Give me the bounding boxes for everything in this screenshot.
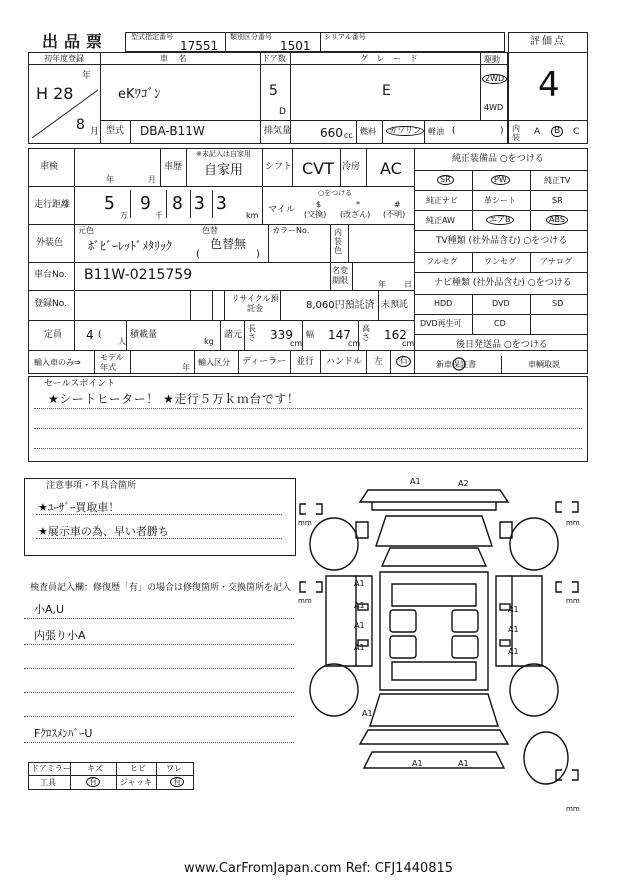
mm-label-1: mm: [298, 519, 312, 527]
chassis-label: 車台No.: [34, 270, 67, 280]
damage-mark-12: A1: [458, 759, 469, 768]
fuel-gasoline: ガソリン: [386, 126, 424, 136]
recycle-label: リサイクル預託金: [231, 294, 279, 313]
notes-label: 注意事項・不具合箇所: [46, 481, 137, 491]
legend-crack: ヒビ: [130, 764, 146, 773]
drive-4wd: 4WD: [484, 103, 504, 112]
handle-label: ハンドル: [326, 357, 363, 367]
later-manual: 車輌取説: [528, 360, 560, 369]
fuel-label: 燃料: [360, 127, 376, 136]
load-label: 積載量: [130, 330, 158, 340]
warranty-circle: [452, 356, 466, 372]
recycle-unpaid: 未預託: [381, 300, 409, 310]
equip-sunroof: SR: [437, 175, 454, 185]
tamper-sym: *: [356, 200, 360, 209]
damage-mark-5: A1: [354, 621, 365, 630]
tv-type-label: TV種類 (社外品含む) ○をつける: [436, 236, 568, 246]
navi-hdd: HDD: [434, 299, 453, 308]
exchange-label: (交換): [304, 210, 327, 219]
inspection-label: 車検: [40, 162, 59, 172]
equip-oem-aw: 純正AW: [426, 216, 455, 225]
import-type-label: 輸入区分: [198, 358, 230, 367]
interior-color-label: 内装色: [334, 228, 342, 255]
mm-label-4: mm: [566, 597, 580, 605]
original-color-value: ﾎﾞﾋﾞｰﾚｯﾄﾞﾒﾀﾘｯｸ: [88, 239, 173, 253]
model-year-label: モデル年式: [100, 353, 124, 372]
mm-label-3: mm: [298, 597, 312, 605]
height-label: 高さ: [362, 324, 370, 342]
shift-label: シフト: [265, 162, 293, 172]
damage-mark-2: A2: [458, 479, 469, 488]
capacity-label: 定員: [44, 330, 63, 340]
inspector-line-6: FｸﾛｽﾒﾝﾊﾞｰU: [34, 727, 93, 740]
sales-points-label: セールスポイント: [44, 379, 116, 389]
mm-label-2: mm: [566, 519, 580, 527]
capacity-value: 4: [86, 328, 94, 342]
legend-scratch: キズ: [87, 764, 103, 773]
ac-value: AC: [380, 159, 402, 178]
mileage-digit-3: 8: [172, 193, 183, 214]
model-type-label: 型式: [106, 126, 125, 136]
color-label: 外装色: [36, 238, 64, 248]
height-cm: cm: [402, 339, 415, 348]
color-no-label: カラーNo.: [272, 226, 310, 235]
original-color-label: 元色: [78, 226, 94, 235]
first-reg-month: 8: [76, 117, 85, 133]
doors-value: 5: [269, 83, 278, 99]
recycle-value: 8,060円預託済: [306, 300, 375, 311]
interior-grade-label: 内装: [512, 124, 520, 142]
interior-grade-b: B: [551, 126, 563, 137]
legend-door-mirror: ドアミラー: [31, 764, 71, 773]
damage-mark-11: A1: [412, 759, 423, 768]
man-unit: 万: [120, 211, 128, 220]
tamper-label: (改ざん): [340, 210, 371, 219]
equip-oem-navi: 純正ナビ: [426, 196, 458, 205]
history-label: 車歴: [164, 162, 183, 172]
people-unit: 人: [118, 337, 126, 346]
car-name-value: eKﾜｺﾞﾝ: [118, 87, 161, 102]
navi-dvd-play: DVD再生可: [420, 319, 462, 328]
damage-mark-4: A1: [354, 601, 365, 610]
mileage-digit-1: 5: [104, 193, 115, 214]
width-cm: cm: [348, 339, 361, 348]
inspector-label: 検査員記入欄：修復歴「有」の場合は修復箇所・交換箇所を記入: [30, 583, 292, 593]
circle-note: ○をつける: [318, 189, 353, 197]
damage-mark-10: A1: [362, 709, 373, 718]
equip-tv: 純正TV: [544, 176, 571, 185]
fuel-light-oil: 軽油: [428, 127, 444, 136]
inspection-month-unit: 月: [148, 175, 156, 184]
damage-mark-1: A1: [410, 477, 421, 486]
exchange-sym: $: [316, 200, 322, 209]
notes-line-2: ★展示車の為、早い者勝ち: [38, 525, 169, 538]
import-parallel: 並行: [296, 357, 315, 367]
grade-value: E: [382, 83, 391, 99]
model-type-value: DBA-B11W: [140, 124, 205, 138]
inspection-year-unit: 年: [106, 175, 114, 184]
first-reg-year: H 28: [36, 84, 74, 103]
car-damage-diagram: [296, 476, 596, 806]
import-label: 輸入車のみ⇒: [34, 358, 81, 367]
length-label: 長さ: [248, 324, 256, 342]
model-designation-value: 17551: [180, 39, 219, 53]
month-unit: 月: [90, 127, 100, 137]
tv-fullseg: フルセグ: [426, 257, 458, 266]
legend-jack-have: 有: [170, 777, 184, 787]
doors-label: ドア数: [262, 54, 286, 63]
damage-mark-8: A1: [508, 625, 519, 634]
displacement-value: 660: [320, 126, 343, 140]
ac-label: 冷房: [342, 162, 361, 172]
equip-sr: SR: [552, 196, 563, 205]
category-value: 1501: [280, 39, 311, 53]
history-note: ※未記入は自家用: [196, 150, 251, 158]
legend-tools: 工具: [40, 778, 56, 787]
year-unit: 年: [82, 71, 92, 81]
inspector-line-1: 小A,U: [34, 603, 65, 616]
drive-label: 駆動: [484, 55, 500, 64]
mileage-digit-4: 3: [194, 193, 205, 214]
score-value: 4: [538, 65, 560, 105]
serial-label: シリアル番号: [324, 33, 366, 41]
handle-left: 左: [374, 357, 384, 367]
grade-label: グ レ ー ド: [360, 54, 421, 63]
first-reg-label: 初年度登録: [44, 54, 84, 63]
navi-cd: CD: [494, 319, 506, 328]
notes-line-1: ★ﾕｰｻﾞｰ買取車！: [38, 501, 120, 514]
later-new-warranty: 新車保証書: [436, 360, 476, 369]
height-value: 162: [384, 328, 407, 342]
navi-type-label: ナビ種類 (社外品含む) ○をつける: [434, 278, 572, 288]
inspector-line-2: 内張り小A: [34, 629, 86, 642]
oem-equipment-label: 純正装備品 ○をつける: [452, 154, 544, 164]
history-value: 自家用: [204, 163, 244, 178]
mileage-label: 走行距離: [34, 200, 71, 210]
width-label: 幅: [306, 330, 314, 339]
cc-unit: cc: [344, 131, 353, 140]
kg-unit: kg: [204, 337, 214, 346]
repaint-label: 色替: [202, 226, 218, 235]
damage-mark-3: A1: [354, 579, 365, 588]
interior-grade-a: A: [534, 127, 541, 137]
import-dealer: ディーラー: [242, 357, 287, 367]
later-shipment-label: 後日発送品 ○をつける: [456, 340, 548, 350]
handle-right: 右: [396, 356, 411, 367]
registration-label: 登録No.: [34, 299, 67, 309]
displacement-label: 排気量: [264, 126, 292, 136]
mileage-digit-2: 9: [140, 193, 151, 214]
equip-pw: PW: [491, 175, 510, 185]
unknown-label: (不明): [383, 210, 406, 219]
interior-grade-c: C: [573, 127, 580, 137]
length-value: 339: [270, 328, 293, 342]
repaint-value: 色替無: [210, 237, 247, 251]
damage-mark-7: A1: [508, 605, 519, 614]
drive-2wd: 2WD: [482, 74, 507, 84]
km-unit: km: [246, 211, 259, 220]
mm-label-5: mm: [566, 805, 580, 813]
damage-mark-6: A1: [354, 643, 365, 652]
navi-sd: SD: [552, 299, 564, 308]
sales-points-text: ★シートヒーター！ ★走行５万ｋｍ台です！: [48, 392, 300, 406]
tv-oneseg: ワンセグ: [484, 257, 516, 266]
damage-mark-9: A1: [508, 647, 519, 656]
sheet-title: 出品票: [42, 32, 109, 51]
car-name-label: 車 名: [160, 54, 191, 63]
equip-leather: 革シート: [484, 196, 516, 205]
mile-label: マイル: [268, 205, 295, 215]
tv-analog: アナログ: [540, 257, 572, 266]
footer-watermark: www.CarFromJapan.com Ref: CFJ1440815: [184, 861, 454, 876]
name-change-label: 名変期限: [332, 266, 348, 285]
legend-jack: ジャッキ: [120, 778, 152, 787]
mileage-digit-5: 3: [216, 193, 227, 214]
navi-dvd: DVD: [492, 299, 510, 308]
model-year-unit: 年: [182, 363, 190, 372]
length-cm: cm: [290, 339, 303, 348]
shift-value: CVT: [302, 159, 334, 178]
width-value: 147: [328, 328, 351, 342]
legend-break: ワレ: [166, 764, 182, 773]
score-label: 評価点: [530, 36, 566, 47]
sen-unit: 千: [155, 211, 163, 220]
model-designation-label: 型式指定番号: [131, 33, 173, 41]
equip-abs: ABS: [546, 215, 568, 225]
legend-tools-have: 有: [86, 777, 100, 787]
equip-airbag: エアB: [486, 215, 514, 225]
dims-label: 諸元: [224, 330, 243, 340]
category-label: 類別区分番号: [230, 33, 272, 41]
door-type: D: [279, 107, 286, 117]
unknown-sym: #: [394, 200, 401, 209]
chassis-value: B11W-0215759: [84, 267, 193, 283]
